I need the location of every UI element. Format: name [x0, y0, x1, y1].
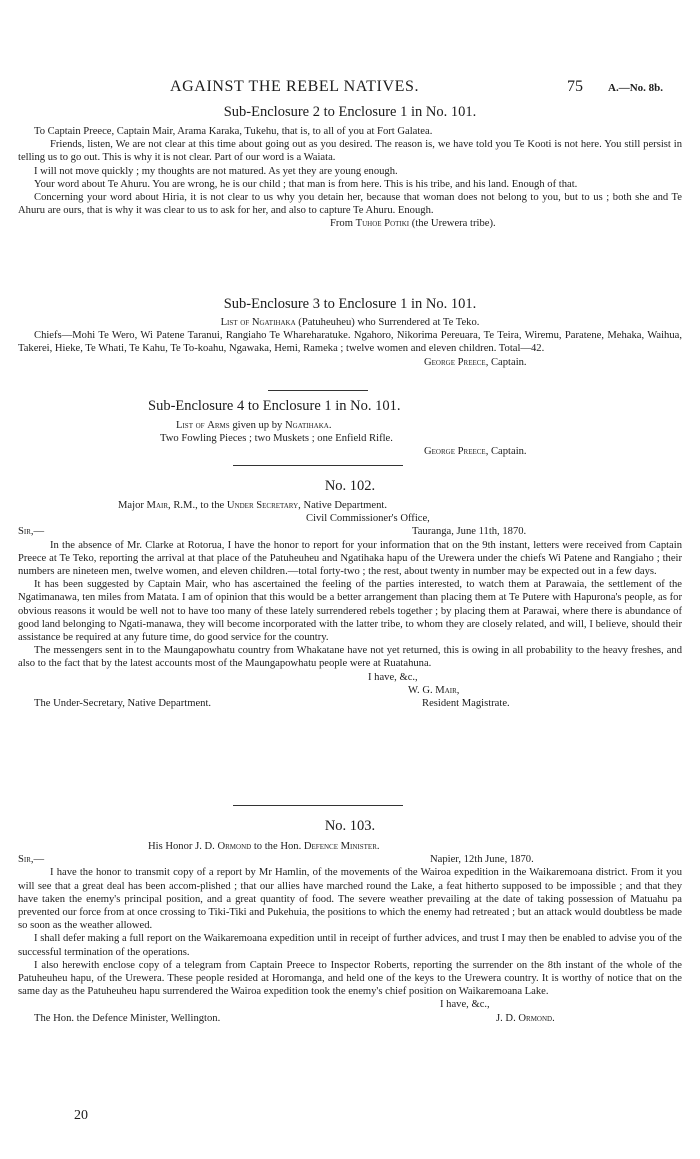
- letter-103-number: No. 103.: [324, 818, 376, 834]
- signature-line: George Preece, Captain.: [424, 356, 527, 368]
- sub-enclosure-4: [18, 398, 682, 459]
- sub-enclosure-2-body: [18, 125, 682, 231]
- paragraph: Concerning your word about Hiria, it is not clear to us why you detain her, because that woman does not belong to you, but to us ; both she and Te Ahuru are ours, that is why it was clear to us to ask for her, and also to capture Te Ahuru. Enough.: [18, 192, 682, 217]
- letter-102: [18, 499, 682, 710]
- sub-enclosure-2-heading: Sub-Enclosure 2 to Enclosure 1 in No. 101.: [223, 104, 477, 120]
- signer-role: Resident Magistrate.: [422, 697, 510, 709]
- office-line: Civil Commissioner's Office,: [306, 513, 430, 525]
- letter-102-number: No. 102.: [324, 478, 376, 494]
- paragraph: In the absence of Mr. Clarke at Rotorua, I have the honor to report for your information that on the 9th instant, letters were received from Captain Preece at Te Teko, reporting the arrival at that place of the Patuheuheu and Ngatihaka hapu of the Urewera under the chiefs Wi Patene and Rangiaho ; their numbers are nineteen men, twelve women, and eleven children.—total forty-two ; the rest, about twenty in number may be expected out in a few days.: [18, 539, 682, 577]
- signature-line: George Preece, Captain.: [424, 446, 527, 458]
- salutation: Sir,—: [18, 854, 45, 866]
- place-date: Napier, 12th June, 1870.: [430, 854, 534, 866]
- chiefs-list: Chiefs—Mohi Te Wero, Wi Patene Taranui, Rangiaho Te Whareharatuke. Ngahoro, Nikorima Pereuara, Te Teira, Wiremu, Paratene, Mehaka, Waihua, Takerei, Hieke, Te Whati, Te Kahu, Te To-koahu, Ngawaka, Hemi, Rameka ; twelve women and eleven children. Total—42.: [18, 330, 682, 355]
- letter-103: [18, 840, 682, 1025]
- list-title: List of Ngatihaka (Patuheuheu) who Surrendered at Te Teko.: [220, 317, 480, 328]
- paragraph: I will not move quickly ; my thoughts are not matured. As yet they are young enough.: [34, 165, 398, 177]
- sheet-number: 20: [74, 1108, 88, 1123]
- letter-header: His Honor J. D. Ormond to the Hon. Defence Minister.: [148, 841, 380, 852]
- divider: [233, 465, 403, 466]
- sub-enclosure-3-heading: Sub-Enclosure 3 to Enclosure 1 in No. 101.: [223, 296, 477, 312]
- paragraph: Friends, listen, We are not clear at this time about going out as you desired. The reason is, we have told you Te Kooti is not here. You still persist in telling us to go out. This is why it is not clear. Part of our word is a Waiata.: [18, 139, 682, 164]
- paragraph: The messengers sent in to the Maungapowhatu country from Whakatane have not yet returned, this is owing in all probability to the heavy freshes, and also to the fact that by the latest accounts most of the Maungapowhatu people were at Ruatahuna.: [18, 645, 682, 670]
- paper-reference: A.—No. 8b.: [608, 82, 664, 94]
- salutation: Sir,—: [18, 526, 45, 538]
- signature-name: Tuhoe Potiki: [355, 218, 410, 230]
- letter-header: Major Mair, R.M., to the Under Secretary, Native Department.: [118, 500, 387, 511]
- sub-enclosure-3-body: [18, 316, 682, 369]
- sub-enclosure-4-heading: Sub-Enclosure 4 to Enclosure 1 in No. 101.: [148, 398, 401, 414]
- addressee: The Hon. the Defence Minister, Wellington.: [34, 1012, 221, 1024]
- address-line: To Captain Preece, Captain Mair, Arama Karaka, Tukehu, that is, to all of you at Fort Galatea.: [34, 126, 433, 137]
- running-header: [18, 80, 682, 100]
- signer-line: W. G. Mair,: [408, 684, 460, 696]
- arms-list: Two Fowling Pieces ; two Muskets ; one Enfield Rifle.: [160, 433, 393, 445]
- paragraph: I have the honor to transmit copy of a report by Mr Hamlin, of the movements of the Wairoa expedition in the Waikaremoana district. From it you will see that a great deal has been accom-plished ; that our allies have marched round the Lake, a feat hitherto supposed to be impossible ; and that they have taken the enemy's principal position, and a great quantity of food. The severe weather prevailing at the date of taking possession of Matuahu pa prevented our force from at once crossing to Tiki-Tiki and Pukehuia, the positions to which the enemy had retreated ; but an attack would doubtless be made so soon as the weather allowed.: [18, 867, 682, 932]
- addressee-row: The Hon. the Defence Minister, Wellington. J. D. Ormond.: [34, 1012, 555, 1024]
- place-date: Tauranga, June 11th, 1870.: [412, 526, 527, 538]
- paragraph: Your word about Te Ahuru. You are wrong, he is our child ; that man is from here. This is his tribe, and his land. Enough of that.: [34, 178, 578, 190]
- salutation-row: [18, 853, 682, 866]
- closing-line: I have, &c.,: [368, 671, 418, 683]
- paragraph: I shall defer making a full report on the Waikaremoana expedition until in receipt of further advices, and trust I may then be enabled to advise you of the successful termination of the operations.: [18, 933, 682, 958]
- salutation-row: [18, 525, 682, 538]
- page-title: AGAINST THE REBEL NATIVES.: [170, 78, 420, 95]
- divider: [233, 805, 403, 806]
- divider: [268, 390, 368, 391]
- signature-line: From Tuhoe Potiki (the Urewera tribe).: [330, 218, 496, 230]
- list-title: List of Arms given up by Ngatihaka.: [176, 420, 332, 431]
- addressee-row: [18, 697, 682, 710]
- page-number: 75: [567, 78, 583, 95]
- closing-line: I have, &c.,: [440, 999, 490, 1011]
- addressee: The Under-Secretary, Native Department.: [34, 697, 212, 709]
- paragraph: It has been suggested by Captain Mair, who has ascertained the feeling of the parties interested, to watch them at Parawaia, the settlement of the Ngatimanawa, ten miles from Matata. I am of opinion that this would be a better arrangement than placing them at Te Putere with Hapurona's people, as for obvious reasons it would be well not to have too many of these lately surrendered rebels together ; by placing them at Parawai, where there is abundance of good land belonging to Ngati-manawa, they will become incorporated with the latter tribe, to whom they are closely related, and will, I believe, should their assistance be required at any future time, do good service for the country.: [18, 579, 682, 643]
- paragraph: I also herewith enclose copy of a telegram from Captain Preece to Inspector Roberts, reporting the surrender on the 8th instant of the whole of the Patuheuheu hapu, of the Urewera. These people resided at Horomanga, and held one of the keys to the Urewera country. It is worthy of notice that on the same day as the Patuheuheu hapu surrendered the Wairoa expedition took the enemy's chief position on Waikaremoana Lake.: [18, 959, 682, 998]
